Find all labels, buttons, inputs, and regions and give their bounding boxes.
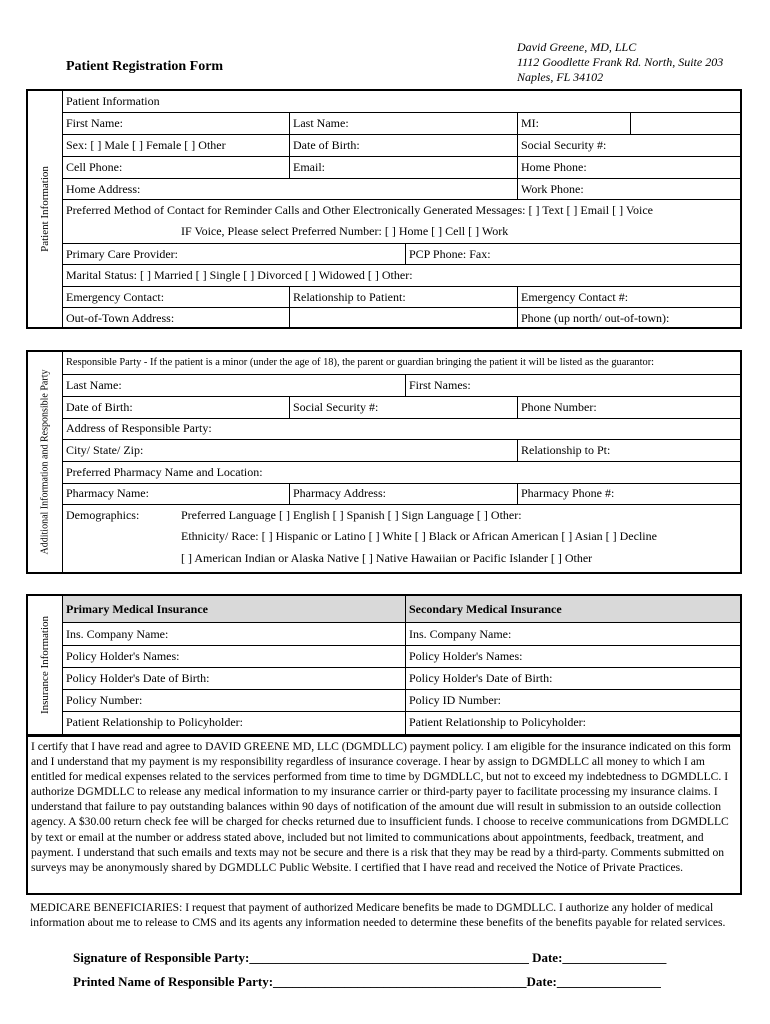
demographics-label: Demographics: bbox=[66, 508, 140, 522]
home-phone-field[interactable]: Home Phone: bbox=[521, 160, 587, 174]
printed-name-line[interactable]: Printed Name of Responsible Party:_______________________________________Date:________________ bbox=[73, 974, 661, 989]
work-phone-field[interactable]: Work Phone: bbox=[521, 182, 584, 196]
ethnicity-race-options[interactable]: Ethnicity/ Race: [ ] Hispanic or Latino [ ] White [ ] Black or African American [ ] Asian [ ] Decline bbox=[181, 529, 657, 543]
rp-date-of-birth-field[interactable]: Date of Birth: bbox=[66, 400, 133, 414]
primary-policy-holder-field[interactable]: Policy Holder's Names: bbox=[66, 649, 180, 663]
emergency-contact-number-field[interactable]: Emergency Contact #: bbox=[521, 290, 629, 304]
pharmacy-heading: Preferred Pharmacy Name and Location: bbox=[66, 465, 263, 479]
ethnicity-race-options-2[interactable]: [ ] American Indian or Alaska Native [ ] Native Hawaiian or Pacific Islander [ ] Other bbox=[181, 551, 593, 565]
primary-relationship-field[interactable]: Patient Relationship to Policyholder: bbox=[66, 715, 243, 729]
rp-relationship-field[interactable]: Relationship to Pt: bbox=[521, 443, 611, 457]
practice-address-line2: Naples, FL 34102 bbox=[517, 70, 604, 84]
practice-address-line1: 1112 Goodlette Frank Rd. North, Suite 203 bbox=[517, 55, 724, 69]
cell-phone-field[interactable]: Cell Phone: bbox=[66, 160, 123, 174]
first-name-field[interactable]: First Name: bbox=[66, 116, 123, 130]
primary-policy-number-field[interactable]: Policy Number: bbox=[66, 693, 143, 707]
rp-address-field[interactable]: Address of Responsible Party: bbox=[66, 421, 212, 435]
email-field[interactable]: Email: bbox=[293, 160, 325, 174]
sex-options[interactable]: Sex: [ ] Male [ ] Female [ ] Other bbox=[66, 138, 226, 152]
out-of-town-address-field[interactable]: Out-of-Town Address: bbox=[66, 311, 175, 325]
patient-heading: Patient Information bbox=[66, 94, 160, 108]
date-of-birth-field[interactable]: Date of Birth: bbox=[293, 138, 360, 152]
last-name-field[interactable]: Last Name: bbox=[293, 116, 349, 130]
rp-social-security-field[interactable]: Social Security #: bbox=[293, 400, 379, 414]
certification-text: I certify that I have read and agree to DAVID GREENE MD, LLC (DGMDLLC) payment policy. I am eligible for the insurance indicated on this form and I understand that my payment is my responsibility regardless of insurance coverage. I hear by assign to DGMDLLC all money to which I am entitled for medical expenses related to the services performed from time to time by DGMDLLC, but not to exceed my indebtedness to DGMDLLC. I authorize DGMDLLC to release any medical information to my insurance carrier or third-party payer to facilitate processing my insurance claims. I understand that failure to pay outstanding balances within 90 days of notification of the amount due will result in submission to an outside collection agency. A $30.00 return check fee will be charged for checks returned due to insufficient funds. I choose to receive communications from DGMDLLC by text or email at the number or address stated above, included but not limited to communications about appointments, feedback, treatment, and payment. I understand that such emails and texts may not be secure and there is a risk that they may be read by a third-party. Comments submitted on surveys may be anonymously shared by DGMDLLC Public Website. I certified that I have read and received the Notice of Private Practices. bbox=[31, 740, 731, 874]
rp-phone-number-field[interactable]: Phone Number: bbox=[521, 400, 597, 414]
pharmacy-name-field[interactable]: Pharmacy Name: bbox=[66, 486, 149, 500]
patient-side-label: Patient Information bbox=[28, 91, 63, 327]
secondary-company-name-field[interactable]: Ins. Company Name: bbox=[409, 627, 512, 641]
secondary-insurance-heading: Secondary Medical Insurance bbox=[409, 602, 562, 616]
preferred-language-options[interactable]: Preferred Language [ ] English [ ] Spanish [ ] Sign Language [ ] Other: bbox=[181, 508, 522, 522]
social-security-field[interactable]: Social Security #: bbox=[521, 138, 607, 152]
responsible-party-section bbox=[26, 350, 742, 574]
certification-box bbox=[26, 735, 742, 895]
pcp-phone-fax-field[interactable]: PCP Phone: Fax: bbox=[409, 247, 491, 261]
primary-care-provider-field[interactable]: Primary Care Provider: bbox=[66, 247, 178, 261]
patient-information-section bbox=[26, 89, 742, 329]
out-of-town-phone-field[interactable]: Phone (up north/ out-of-town): bbox=[521, 311, 670, 325]
medicare-text: MEDICARE BENEFICIARIES: I request that payment of authorized Medicare benefits be made to DGMDLLC. I authorize any holder of medical information about me to release to CMS and its agents any information needed to determine these benefits of the benefits payable for related services. bbox=[30, 901, 726, 929]
contact-method-options[interactable]: Preferred Method of Contact for Reminder Calls and Other Electronically Generated Messages: [ ] Text [ ] Email [ ] Voice bbox=[66, 203, 653, 217]
primary-holder-dob-field[interactable]: Policy Holder's Date of Birth: bbox=[66, 671, 210, 685]
secondary-relationship-field[interactable]: Patient Relationship to Policyholder: bbox=[409, 715, 586, 729]
relationship-to-patient-field[interactable]: Relationship to Patient: bbox=[293, 290, 406, 304]
responsible-side-label: Additional Information and Responsible Party bbox=[28, 352, 63, 572]
primary-company-name-field[interactable]: Ins. Company Name: bbox=[66, 627, 169, 641]
pharmacy-address-field[interactable]: Pharmacy Address: bbox=[293, 486, 386, 500]
insurance-information-section bbox=[26, 594, 742, 736]
rp-city-state-zip-field[interactable]: City/ State/ Zip: bbox=[66, 443, 144, 457]
page-title: Patient Registration Form bbox=[66, 59, 224, 74]
signature-line[interactable]: Signature of Responsible Party:___________________________________________ Date:________________ bbox=[73, 950, 667, 965]
insurance-side-label: Insurance Information bbox=[28, 596, 63, 734]
voice-number-options[interactable]: IF Voice, Please select Preferred Number: [ ] Home [ ] Cell [ ] Work bbox=[181, 224, 509, 238]
pharmacy-phone-field[interactable]: Pharmacy Phone #: bbox=[521, 486, 615, 500]
rp-first-names-field[interactable]: First Names: bbox=[409, 378, 471, 392]
secondary-policy-holder-field[interactable]: Policy Holder's Names: bbox=[409, 649, 523, 663]
practice-name: David Greene, MD, LLC bbox=[517, 40, 637, 54]
rp-last-name-field[interactable]: Last Name: bbox=[66, 378, 122, 392]
mi-field[interactable]: MI: bbox=[521, 116, 539, 130]
primary-insurance-heading: Primary Medical Insurance bbox=[66, 602, 208, 616]
emergency-contact-field[interactable]: Emergency Contact: bbox=[66, 290, 165, 304]
marital-status-options[interactable]: Marital Status: [ ] Married [ ] Single [ ] Divorced [ ] Widowed [ ] Other: bbox=[66, 268, 413, 282]
practice-info bbox=[517, 40, 723, 85]
responsible-party-heading: Responsible Party - If the patient is a minor (under the age of 18), the parent or guardian bringing the patient it will be listed as the guarantor: bbox=[66, 357, 655, 368]
home-address-field[interactable]: Home Address: bbox=[66, 182, 141, 196]
secondary-policy-id-field[interactable]: Policy ID Number: bbox=[409, 693, 501, 707]
secondary-holder-dob-field[interactable]: Policy Holder's Date of Birth: bbox=[409, 671, 553, 685]
